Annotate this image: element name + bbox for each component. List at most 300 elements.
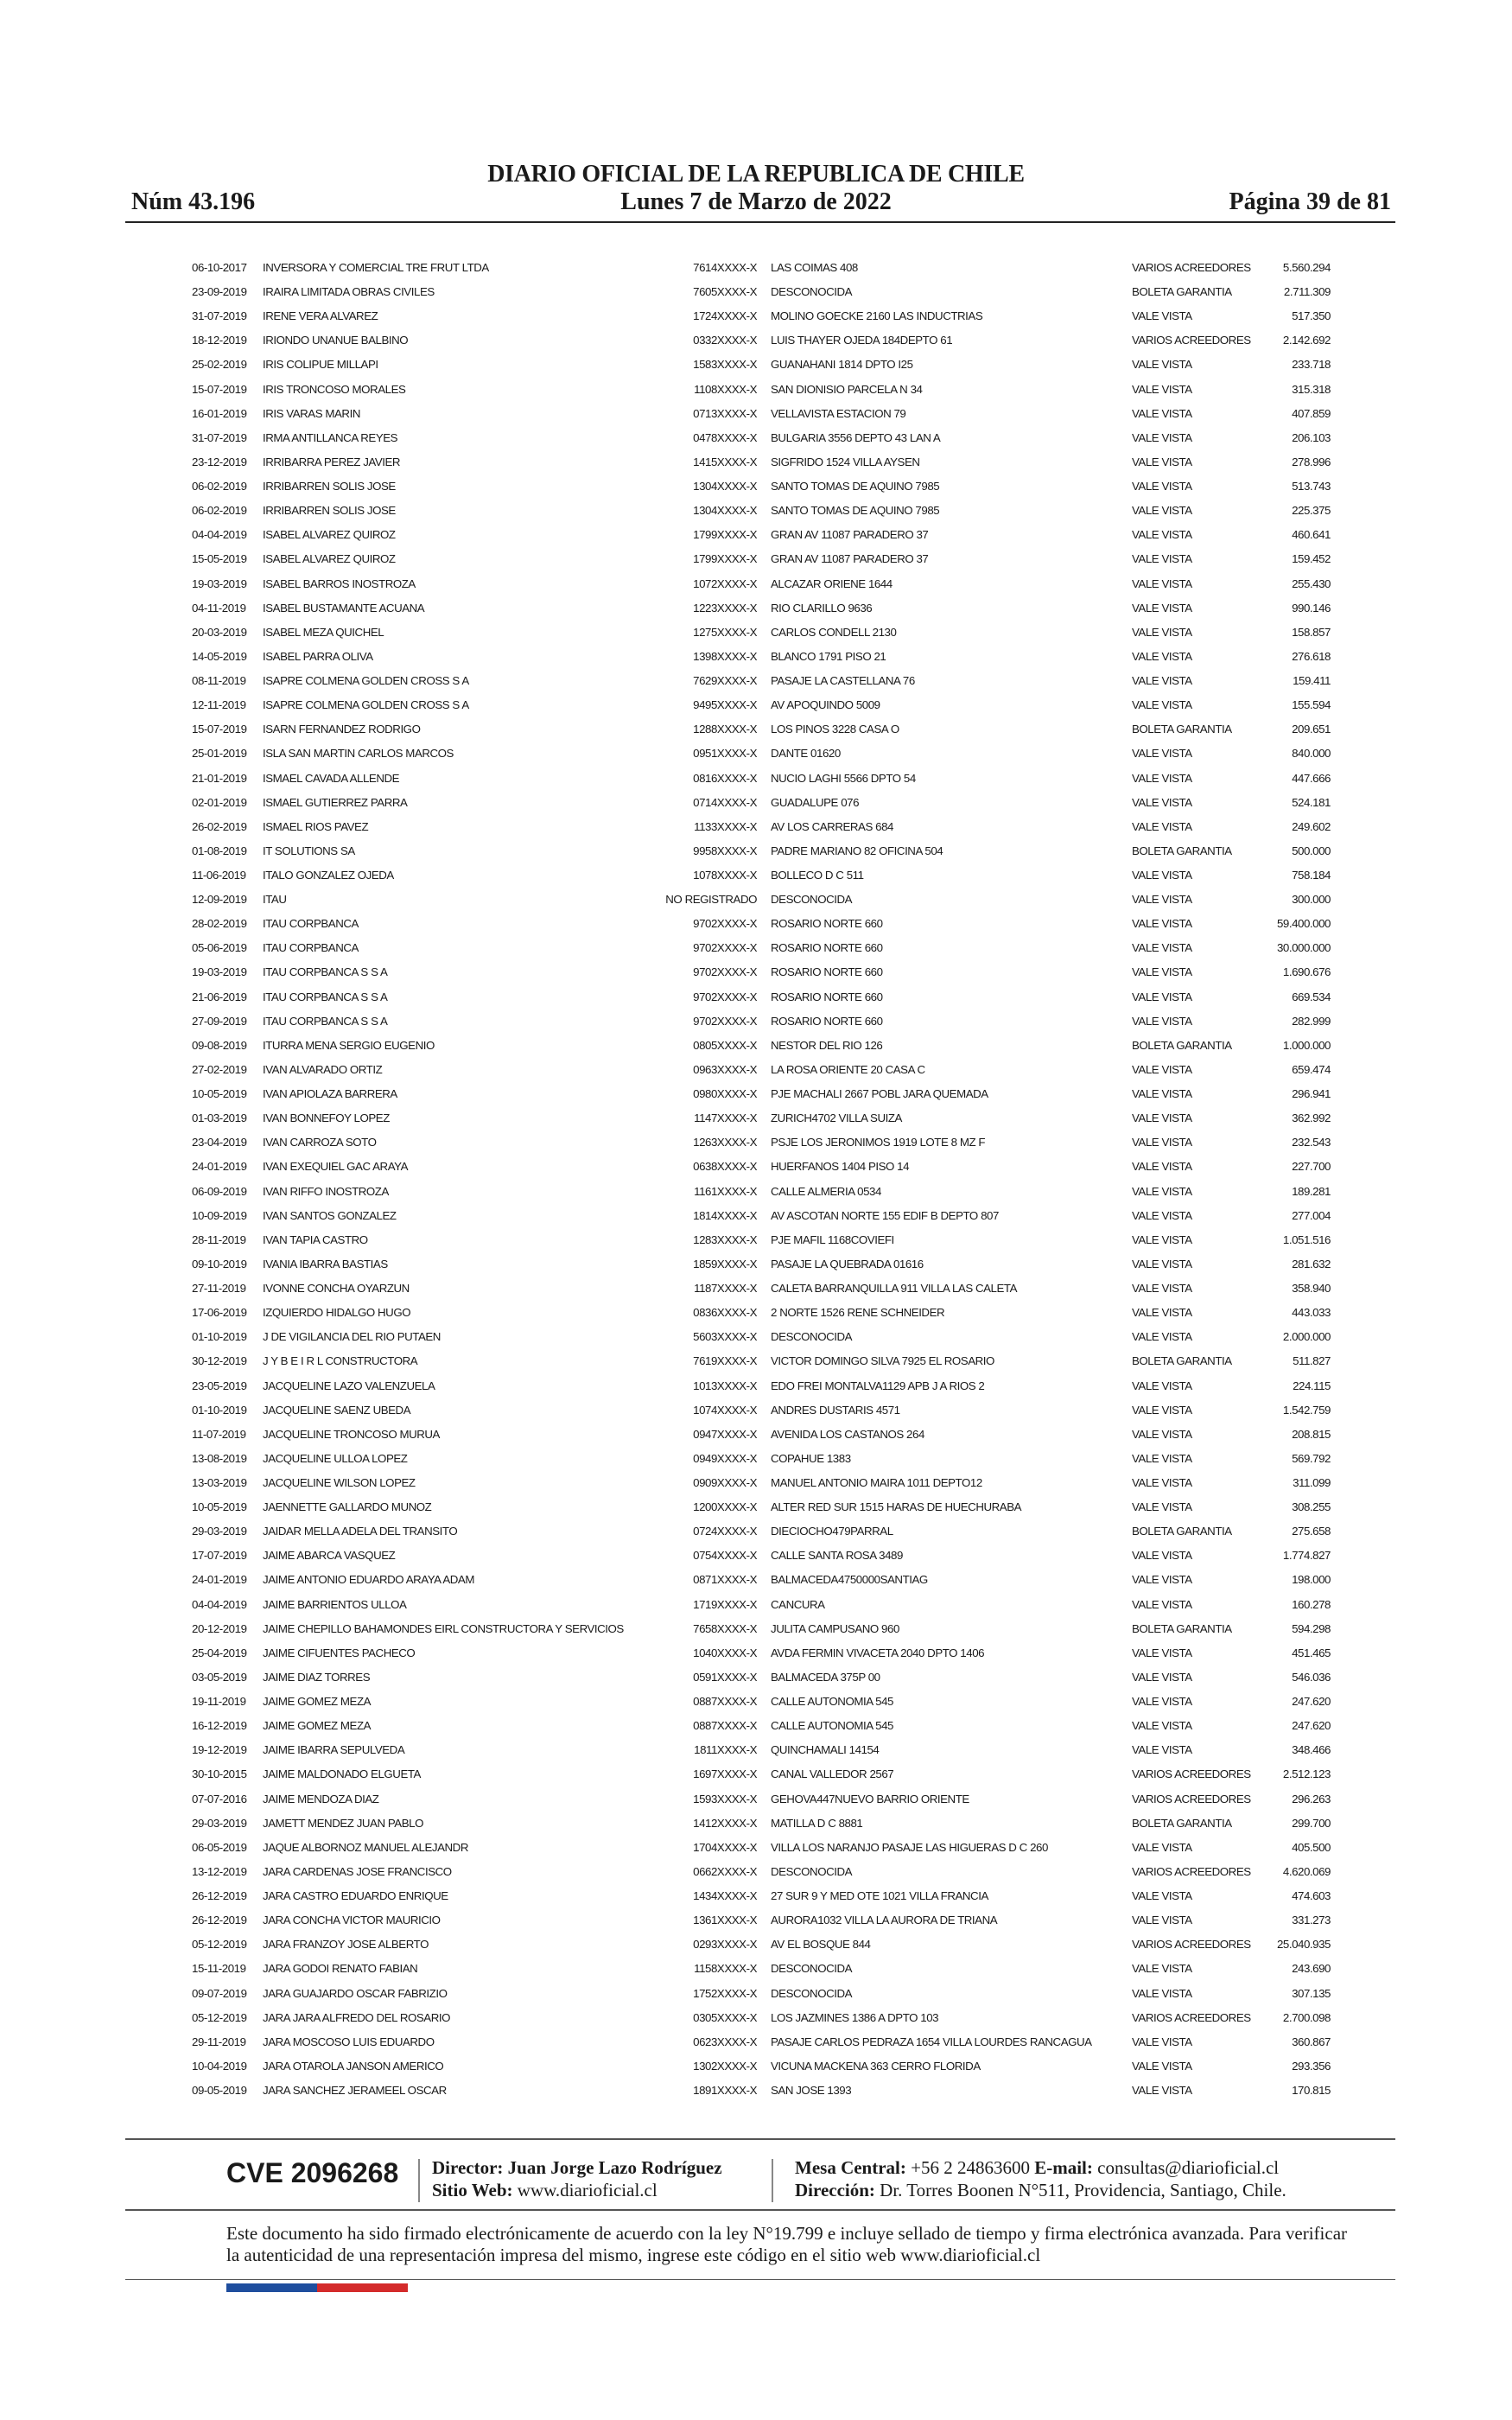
row-document-type: VALE VISTA [1132, 1889, 1192, 1903]
row-name: JAIME GOMEZ MEZA [263, 1695, 372, 1709]
row-document-type: VALE VISTA [1132, 1330, 1192, 1344]
row-rut: 1288XXXX-X [693, 723, 757, 736]
row-date: 16-12-2019 [192, 1719, 247, 1733]
row-rut: 9702XXXX-X [693, 1014, 757, 1028]
table-row [0, 917, 1512, 941]
row-address: MATILLA D C 8881 [771, 1816, 863, 1830]
row-name: JAIME GOMEZ MEZA [263, 1719, 372, 1733]
row-address: HUERFANOS 1404 PISO 14 [771, 1160, 910, 1174]
row-date: 21-01-2019 [192, 771, 247, 785]
row-address: SAN DIONISIO PARCELA N 34 [771, 382, 923, 396]
row-document-type: VALE VISTA [1132, 1500, 1192, 1514]
header-divider [125, 221, 1395, 223]
row-rut: 1583XXXX-X [693, 358, 757, 372]
row-date: 15-11-2019 [192, 1962, 246, 1976]
row-rut: 1158XXXX-X [694, 1962, 757, 1976]
row-document-type: VALE VISTA [1132, 430, 1192, 444]
row-date: 23-05-2019 [192, 1379, 247, 1392]
row-address: 2 NORTE 1526 RENE SCHNEIDER [771, 1306, 945, 1320]
row-address: SANTO TOMAS DE AQUINO 7985 [771, 504, 940, 518]
row-amount: 300.000 [1292, 893, 1331, 907]
row-name: JARA JARA ALFREDO DEL ROSARIO [263, 2010, 451, 2024]
row-rut: 1891XXXX-X [693, 2084, 757, 2097]
row-document-type: VALE VISTA [1132, 1914, 1192, 1927]
email-label: E-mail: [1034, 2157, 1093, 2178]
row-document-type: VALE VISTA [1132, 1087, 1192, 1101]
row-document-type: VALE VISTA [1132, 941, 1192, 955]
row-date: 23-04-2019 [192, 1136, 247, 1150]
table-row [0, 1428, 1512, 1452]
row-address: LA ROSA ORIENTE 20 CASA C [771, 1062, 925, 1076]
row-name: JAIME DIAZ TORRES [263, 1670, 371, 1684]
row-date: 25-02-2019 [192, 358, 247, 372]
row-document-type: BOLETA GARANTIA [1132, 1038, 1232, 1052]
row-amount: 1.690.676 [1282, 965, 1331, 979]
table-row [0, 1452, 1512, 1476]
row-address: DESCONOCIDA [771, 1864, 853, 1878]
row-rut: 1814XXXX-X [693, 1208, 757, 1222]
row-rut: 0591XXXX-X [693, 1670, 757, 1684]
row-amount: 2.512.123 [1282, 1767, 1331, 1781]
row-amount: 511.827 [1293, 1354, 1331, 1368]
row-address: AVENIDA LOS CASTANOS 264 [771, 1427, 924, 1441]
row-document-type: BOLETA GARANTIA [1132, 1525, 1232, 1538]
row-date: 28-11-2019 [192, 1232, 246, 1246]
row-rut: 1361XXXX-X [693, 1914, 757, 1927]
row-date: 12-09-2019 [192, 893, 247, 907]
row-name: IVAN APIOLAZA BARRERA [263, 1087, 397, 1101]
table-row [0, 1987, 1512, 2011]
table-row [0, 965, 1512, 990]
table-row [0, 455, 1512, 480]
row-name: ITAU [263, 893, 287, 907]
row-name: ITALO GONZALEZ OJEDA [263, 869, 394, 882]
row-document-type: VALE VISTA [1132, 625, 1192, 639]
row-document-type: VALE VISTA [1132, 819, 1192, 833]
row-amount: 159.452 [1292, 552, 1331, 566]
row-amount: 348.466 [1292, 1743, 1331, 1757]
row-date: 23-12-2019 [192, 455, 247, 468]
row-rut: 0305XXXX-X [693, 2010, 757, 2024]
row-document-type: VALE VISTA [1132, 1451, 1192, 1465]
row-amount: 669.534 [1292, 990, 1331, 1003]
row-amount: 232.543 [1292, 1136, 1331, 1150]
row-rut: 1074XXXX-X [693, 1403, 757, 1417]
row-document-type: VALE VISTA [1132, 1427, 1192, 1441]
row-address: EDO FREI MONTALVA1129 APB J A RIOS 2 [771, 1379, 985, 1392]
row-date: 09-08-2019 [192, 1038, 247, 1052]
row-name: JACQUELINE ULLOA LOPEZ [263, 1451, 408, 1465]
row-address: ROSARIO NORTE 660 [771, 941, 883, 955]
row-date: 26-02-2019 [192, 819, 247, 833]
row-document-type: VALE VISTA [1132, 1646, 1192, 1659]
row-document-type: VALE VISTA [1132, 1670, 1192, 1684]
row-date: 30-12-2019 [192, 1354, 247, 1368]
row-rut: 1108XXXX-X [694, 382, 757, 396]
row-rut: 1398XXXX-X [693, 649, 757, 663]
row-address: RIO CLARILLO 9636 [771, 601, 873, 615]
row-name: J Y B E I R L CONSTRUCTORA [263, 1354, 418, 1368]
row-document-type: VALE VISTA [1132, 674, 1192, 688]
row-date: 07-07-2016 [192, 1792, 247, 1805]
row-document-type: VARIOS ACREEDORES [1132, 334, 1251, 347]
row-document-type: VALE VISTA [1132, 1184, 1192, 1198]
row-rut: 1147XXXX-X [694, 1111, 757, 1125]
row-address: SIGFRIDO 1524 VILLA AYSEN [771, 455, 920, 468]
row-name: IRIS TRONCOSO MORALES [263, 382, 406, 396]
row-address: MANUEL ANTONIO MAIRA 1011 DEPTO12 [771, 1476, 982, 1489]
row-rut: 1283XXXX-X [693, 1232, 757, 1246]
issue-number: Núm 43.196 [131, 188, 256, 215]
table-row [0, 504, 1512, 528]
row-address: PASAJE LA QUEBRADA 01616 [771, 1257, 924, 1270]
row-date: 05-12-2019 [192, 2010, 247, 2024]
row-document-type: VALE VISTA [1132, 1062, 1192, 1076]
row-name: JACQUELINE LAZO VALENZUELA [263, 1379, 435, 1392]
row-date: 11-06-2019 [192, 869, 246, 882]
row-amount: 247.620 [1292, 1719, 1331, 1733]
table-row [0, 1354, 1512, 1379]
table-row [0, 528, 1512, 552]
row-date: 31-07-2019 [192, 430, 247, 444]
row-date: 11-07-2019 [192, 1427, 246, 1441]
row-date: 27-11-2019 [192, 1282, 246, 1296]
row-rut: 9702XXXX-X [693, 917, 757, 931]
row-name: JARA GUAJARDO OSCAR FABRIZIO [263, 1986, 448, 2000]
row-document-type: VALE VISTA [1132, 698, 1192, 712]
row-amount: 224.115 [1293, 1379, 1331, 1392]
row-date: 12-11-2019 [192, 698, 246, 712]
table-row [0, 1598, 1512, 1622]
row-document-type: BOLETA GARANTIA [1132, 844, 1232, 857]
table-row [0, 2084, 1512, 2108]
row-date: 01-10-2019 [192, 1403, 247, 1417]
row-rut: 1412XXXX-X [693, 1816, 757, 1830]
row-rut: 1304XXXX-X [693, 480, 757, 494]
row-rut: 1704XXXX-X [693, 1840, 757, 1854]
row-address: QUINCHAMALI 14154 [771, 1743, 880, 1757]
row-amount: 277.004 [1292, 1208, 1331, 1222]
row-rut: 0714XXXX-X [693, 795, 757, 809]
row-date: 31-07-2019 [192, 309, 247, 323]
table-row [0, 285, 1512, 309]
row-amount: 208.815 [1292, 1427, 1331, 1441]
row-rut: 7619XXXX-X [693, 1354, 757, 1368]
table-row [0, 1719, 1512, 1743]
row-document-type: VALE VISTA [1132, 747, 1192, 761]
row-rut: 1719XXXX-X [693, 1597, 757, 1611]
row-name: JACQUELINE TRONCOSO MURUA [263, 1427, 440, 1441]
row-amount: 569.792 [1292, 1451, 1331, 1465]
row-address: CANAL VALLEDOR 2567 [771, 1767, 894, 1781]
row-date: 17-06-2019 [192, 1306, 247, 1320]
row-amount: 546.036 [1292, 1670, 1331, 1684]
row-address: ALCAZAR ORIENE 1644 [771, 576, 893, 590]
row-amount: 443.033 [1292, 1306, 1331, 1320]
website-line [432, 2180, 658, 2201]
row-address: COPAHUE 1383 [771, 1451, 851, 1465]
row-rut: 1799XXXX-X [693, 552, 757, 566]
row-amount: 198.000 [1292, 1573, 1331, 1587]
row-amount: 460.641 [1292, 528, 1331, 542]
row-document-type: VALE VISTA [1132, 917, 1192, 931]
row-name: IRRIBARREN SOLIS JOSE [263, 480, 396, 494]
row-name: JAIME MENDOZA DIAZ [263, 1792, 379, 1805]
row-name: ISMAEL CAVADA ALLENDE [263, 771, 400, 785]
table-row [0, 1622, 1512, 1646]
row-rut: 0980XXXX-X [693, 1087, 757, 1101]
row-address: JULITA CAMPUSANO 960 [771, 1621, 899, 1635]
row-document-type: VALE VISTA [1132, 771, 1192, 785]
row-rut: 0963XXXX-X [693, 1062, 757, 1076]
table-row [0, 358, 1512, 382]
row-document-type: VALE VISTA [1132, 1306, 1192, 1320]
row-address: NESTOR DEL RIO 126 [771, 1038, 883, 1052]
row-date: 24-01-2019 [192, 1573, 247, 1587]
flag-blue-segment [226, 2283, 317, 2292]
table-row [0, 1015, 1512, 1039]
row-address: ROSARIO NORTE 660 [771, 917, 883, 931]
row-amount: 30.000.000 [1276, 941, 1331, 955]
table-row [0, 1258, 1512, 1282]
row-date: 28-02-2019 [192, 917, 247, 931]
row-address: CALETA BARRANQUILLA 911 VILLA LAS CALETA [771, 1282, 1018, 1296]
row-document-type: VALE VISTA [1132, 1743, 1192, 1757]
row-date: 02-01-2019 [192, 795, 247, 809]
row-address: DESCONOCIDA [771, 285, 853, 299]
row-document-type: VARIOS ACREEDORES [1132, 261, 1251, 274]
row-address: CANCURA [771, 1597, 825, 1611]
row-address: LUIS THAYER OJEDA 184DEPTO 61 [771, 334, 953, 347]
row-date: 01-08-2019 [192, 844, 247, 857]
row-document-type: VALE VISTA [1132, 2035, 1192, 2048]
row-date: 13-08-2019 [192, 1451, 247, 1465]
row-date: 17-07-2019 [192, 1549, 247, 1563]
row-date: 06-05-2019 [192, 1840, 247, 1854]
table-row [0, 309, 1512, 334]
row-date: 19-12-2019 [192, 1743, 247, 1757]
row-rut: 0638XXXX-X [693, 1160, 757, 1174]
row-date: 14-05-2019 [192, 649, 247, 663]
table-row [0, 1671, 1512, 1695]
row-rut: 7629XXXX-X [693, 674, 757, 688]
table-row [0, 1185, 1512, 1209]
row-rut: 1859XXXX-X [693, 1257, 757, 1270]
row-document-type: VALE VISTA [1132, 1257, 1192, 1270]
row-amount: 255.430 [1292, 576, 1331, 590]
row-date: 30-10-2015 [192, 1767, 247, 1781]
row-document-type: VALE VISTA [1132, 1160, 1192, 1174]
table-row [0, 747, 1512, 771]
row-date: 09-05-2019 [192, 2084, 247, 2097]
row-document-type: VALE VISTA [1132, 504, 1192, 518]
table-row [0, 480, 1512, 504]
row-amount: 159.411 [1293, 674, 1331, 688]
row-address: GRAN AV 11087 PARADERO 37 [771, 552, 929, 566]
row-date: 09-07-2019 [192, 1986, 247, 2000]
footer-separator-2 [772, 2159, 773, 2202]
row-date: 21-06-2019 [192, 990, 247, 1003]
row-document-type: VALE VISTA [1132, 1136, 1192, 1150]
row-document-type: VALE VISTA [1132, 2059, 1192, 2073]
row-rut: 1275XXXX-X [693, 625, 757, 639]
row-rut: 0887XXXX-X [693, 1695, 757, 1709]
email-link[interactable]: consultas@diarioficial.cl [1097, 2157, 1280, 2178]
website-link[interactable]: www.diarioficial.cl [517, 2180, 658, 2200]
table-row [0, 1500, 1512, 1525]
table-row [0, 650, 1512, 674]
row-document-type: BOLETA GARANTIA [1132, 723, 1232, 736]
row-name: INVERSORA Y COMERCIAL TRE FRUT LTDA [263, 261, 489, 274]
row-address: LOS JAZMINES 1386 A DPTO 103 [771, 2010, 939, 2024]
row-amount: 296.263 [1292, 1792, 1331, 1805]
row-amount: 59.400.000 [1276, 917, 1331, 931]
row-amount: 249.602 [1292, 819, 1331, 833]
footer-bottom-divider [125, 2279, 1395, 2280]
row-date: 19-03-2019 [192, 576, 247, 590]
row-rut: 1223XXXX-X [693, 601, 757, 615]
row-amount: 362.992 [1292, 1111, 1331, 1125]
row-date: 08-11-2019 [192, 674, 246, 688]
table-row [0, 1865, 1512, 1889]
table-row [0, 1841, 1512, 1865]
row-name: ISABEL BARROS INOSTROZA [263, 576, 416, 590]
row-name: JAIME MALDONADO ELGUETA [263, 1767, 421, 1781]
row-document-type: VALE VISTA [1132, 1597, 1192, 1611]
row-name: ISLA SAN MARTIN CARLOS MARCOS [263, 747, 454, 761]
table-row [0, 1306, 1512, 1330]
row-name: JAENNETTE GALLARDO MUNOZ [263, 1500, 432, 1514]
row-date: 20-12-2019 [192, 1621, 247, 1635]
row-rut: 0836XXXX-X [693, 1306, 757, 1320]
row-address: SAN JOSE 1393 [771, 2084, 852, 2097]
row-address: DESCONOCIDA [771, 1986, 853, 2000]
row-date: 10-09-2019 [192, 1208, 247, 1222]
table-row [0, 1039, 1512, 1063]
row-amount: 4.620.069 [1282, 1864, 1331, 1878]
table-row [0, 941, 1512, 965]
row-address: ROSARIO NORTE 660 [771, 990, 883, 1003]
row-address: DESCONOCIDA [771, 893, 853, 907]
table-row [0, 1695, 1512, 1719]
row-date: 26-12-2019 [192, 1914, 247, 1927]
table-row [0, 577, 1512, 602]
row-address: BULGARIA 3556 DEPTO 43 LAN A [771, 430, 941, 444]
row-date: 06-02-2019 [192, 480, 247, 494]
row-name: ISABEL BUSTAMANTE ACUANA [263, 601, 425, 615]
footer-middle-divider [125, 2209, 1395, 2211]
row-rut: 7605XXXX-X [693, 285, 757, 299]
row-name: ISAPRE COLMENA GOLDEN CROSS S A [263, 698, 469, 712]
row-rut: 9702XXXX-X [693, 941, 757, 955]
row-address: MOLINO GOECKE 2160 LAS INDUCTRIAS [771, 309, 983, 323]
row-amount: 243.690 [1292, 1962, 1331, 1976]
row-document-type: VALE VISTA [1132, 1282, 1192, 1296]
row-name: IVAN TAPIA CASTRO [263, 1232, 368, 1246]
table-row [0, 407, 1512, 431]
row-document-type: VALE VISTA [1132, 649, 1192, 663]
row-address: DANTE 01620 [771, 747, 841, 761]
row-address: ROSARIO NORTE 660 [771, 965, 883, 979]
row-document-type: VALE VISTA [1132, 1840, 1192, 1854]
row-address: BALMACEDA4750000SANTIAG [771, 1573, 928, 1587]
row-amount: 315.318 [1292, 382, 1331, 396]
row-amount: 1.051.516 [1282, 1232, 1331, 1246]
row-name: JAMETT MENDEZ JUAN PABLO [263, 1816, 423, 1830]
director-name: Juan Jorge Lazo Rodríguez [507, 2157, 722, 2178]
row-document-type: VALE VISTA [1132, 309, 1192, 323]
row-document-type: VALE VISTA [1132, 1403, 1192, 1417]
row-address: ANDRES DUSTARIS 4571 [771, 1403, 900, 1417]
row-name: JARA CONCHA VICTOR MAURICIO [263, 1914, 441, 1927]
table-row [0, 772, 1512, 796]
row-amount: 25.040.935 [1276, 1938, 1331, 1952]
table-row [0, 698, 1512, 723]
row-amount: 311.099 [1293, 1476, 1331, 1489]
row-address: BALMACEDA 375P 00 [771, 1670, 880, 1684]
table-row [0, 1793, 1512, 1817]
row-amount: 500.000 [1292, 844, 1331, 857]
row-rut: 7614XXXX-X [693, 261, 757, 274]
address-text: Dr. Torres Boonen N°511, Providencia, Santiago, Chile. [880, 2180, 1286, 2200]
row-rut: 1697XXXX-X [693, 1767, 757, 1781]
row-address: AV EL BOSQUE 844 [771, 1938, 871, 1952]
row-amount: 659.474 [1292, 1062, 1331, 1076]
row-amount: 360.867 [1292, 2035, 1331, 2048]
flag-color-bar [226, 2283, 408, 2292]
row-amount: 405.500 [1292, 1840, 1331, 1854]
row-rut: 0949XXXX-X [693, 1451, 757, 1465]
row-address: DESCONOCIDA [771, 1962, 853, 1976]
row-date: 06-10-2017 [192, 261, 247, 274]
row-amount: 293.356 [1292, 2059, 1331, 2073]
row-rut: 1724XXXX-X [693, 309, 757, 323]
row-amount: 170.815 [1292, 2084, 1331, 2097]
row-rut: 1593XXXX-X [693, 1792, 757, 1805]
row-amount: 2.700.098 [1282, 2010, 1331, 2024]
row-amount: 474.603 [1292, 1889, 1331, 1903]
row-rut: 5603XXXX-X [693, 1330, 757, 1344]
row-address: VILLA LOS NARANJO PASAJE LAS HIGUERAS D C 260 [771, 1840, 1048, 1854]
row-date: 10-05-2019 [192, 1500, 247, 1514]
row-document-type: VALE VISTA [1132, 1111, 1192, 1125]
row-amount: 282.999 [1292, 1014, 1331, 1028]
row-name: IRAIRA LIMITADA OBRAS CIVILES [263, 285, 435, 299]
table-row [0, 626, 1512, 650]
row-date: 04-04-2019 [192, 1597, 247, 1611]
table-row [0, 1889, 1512, 1914]
row-name: JAQUE ALBORNOZ MANUEL ALEJANDR [263, 1840, 468, 1854]
table-row [0, 1282, 1512, 1306]
row-date: 06-09-2019 [192, 1184, 247, 1198]
row-rut: NO REGISTRADO [665, 893, 757, 907]
row-rut: 1013XXXX-X [693, 1379, 757, 1392]
table-row [0, 334, 1512, 358]
table-row [0, 2060, 1512, 2084]
row-rut: 0713XXXX-X [693, 406, 757, 420]
table-row [0, 1233, 1512, 1258]
row-document-type: VALE VISTA [1132, 990, 1192, 1003]
table-row [0, 1160, 1512, 1184]
row-document-type: VALE VISTA [1132, 1014, 1192, 1028]
row-amount: 513.743 [1292, 480, 1331, 494]
row-address: LOS PINOS 3228 CASA O [771, 723, 899, 736]
phone-number: +56 2 24863600 [911, 2157, 1030, 2178]
row-amount: 158.857 [1292, 625, 1331, 639]
row-date: 04-11-2019 [192, 601, 246, 615]
row-rut: 1040XXXX-X [693, 1646, 757, 1659]
row-date: 15-07-2019 [192, 723, 247, 736]
